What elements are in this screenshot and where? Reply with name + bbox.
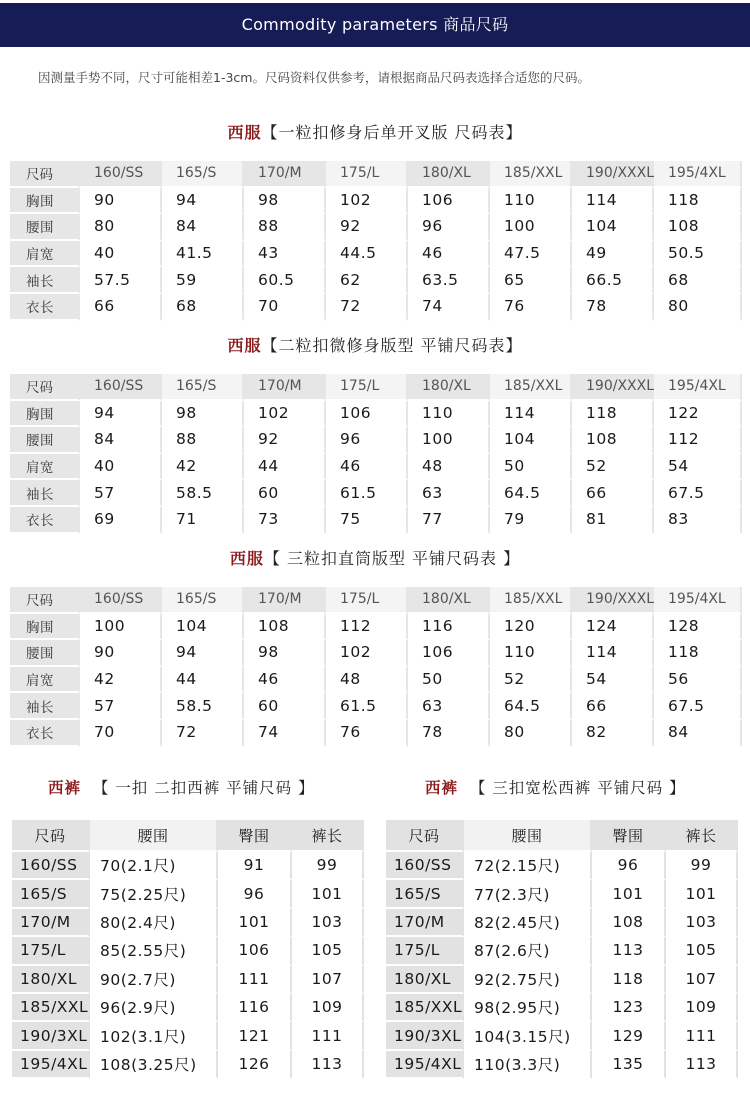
measurement-value: 118 [654, 640, 742, 667]
measurement-value: 107 [292, 966, 364, 994]
measurement-value: 100 [408, 427, 490, 454]
measurement-value: 108(3.25尺) [90, 1051, 218, 1079]
measurement-value: 98(2.95尺) [464, 994, 592, 1022]
measurement-value: 102 [326, 640, 408, 667]
measurement-value: 60.5 [244, 267, 326, 294]
measurement-value: 48 [408, 454, 490, 481]
size-column-header: 190/XXXL [572, 161, 654, 188]
measurement-value: 59 [162, 267, 244, 294]
measurement-value: 46 [244, 667, 326, 694]
size-label: 160/SS [12, 852, 90, 880]
measurement-value: 68 [654, 267, 742, 294]
table-row [10, 214, 742, 241]
measurement-value: 98 [244, 188, 326, 215]
measurement-label: 腰围 [10, 640, 80, 667]
size-column-header: 185/XXL [490, 587, 572, 614]
measurement-value: 41.5 [162, 241, 244, 268]
size-column-header: 195/4XL [654, 161, 742, 188]
measurement-value: 116 [408, 614, 490, 641]
measurement-value: 63 [408, 693, 490, 720]
measurement-value: 124 [572, 614, 654, 641]
size-label-header: 尺码 [10, 374, 80, 401]
table-row [10, 720, 742, 747]
measurement-value: 63 [408, 480, 490, 507]
measurement-value: 96 [218, 880, 292, 908]
measurement-value: 81 [572, 507, 654, 534]
measurement-value: 114 [490, 401, 572, 428]
measurement-value: 84 [80, 427, 162, 454]
measurement-value: 72(2.15尺) [464, 852, 592, 880]
table-row [12, 1022, 364, 1050]
size-label: 165/S [386, 880, 464, 908]
suit-size-table-3 [10, 587, 742, 747]
measurement-value: 66 [572, 693, 654, 720]
measurement-value: 101 [292, 880, 364, 908]
table-row [10, 693, 742, 720]
pants-column-header: 尺码 [12, 820, 90, 852]
measurement-value: 69 [80, 507, 162, 534]
suit-size-table-1 [10, 161, 742, 321]
measurement-value: 94 [162, 188, 244, 215]
measurement-value: 111 [666, 1022, 738, 1050]
pants-column-header: 腰围 [464, 820, 592, 852]
measurement-value: 107 [666, 966, 738, 994]
measurement-value: 110(3.3尺) [464, 1051, 592, 1079]
measurement-value: 106 [408, 188, 490, 215]
measurement-value: 44.5 [326, 241, 408, 268]
measurement-value: 113 [666, 1051, 738, 1079]
measurement-value: 60 [244, 480, 326, 507]
measurement-value: 54 [654, 454, 742, 481]
measurement-value: 62 [326, 267, 408, 294]
measurement-label: 肩宽 [10, 454, 80, 481]
measurement-value: 80 [490, 720, 572, 747]
measurement-value: 88 [244, 214, 326, 241]
size-column-header: 185/XXL [490, 161, 572, 188]
table-row [386, 994, 738, 1022]
measurement-value: 106 [408, 640, 490, 667]
size-column-header: 160/SS [80, 587, 162, 614]
measurement-value: 94 [162, 640, 244, 667]
measurement-value: 52 [572, 454, 654, 481]
size-column-header: 170/M [244, 587, 326, 614]
measurement-value: 80 [80, 214, 162, 241]
table-row [10, 401, 742, 428]
size-column-header: 160/SS [80, 374, 162, 401]
measurement-value: 108 [592, 909, 666, 937]
measurement-value: 84 [162, 214, 244, 241]
size-label: 170/M [12, 909, 90, 937]
measurement-value: 102 [326, 188, 408, 215]
table-row [10, 188, 742, 215]
measurement-value: 92 [244, 427, 326, 454]
measurement-label: 胸围 [10, 614, 80, 641]
suit-title-category: 西服 [229, 549, 264, 568]
measurement-label: 肩宽 [10, 241, 80, 268]
table-row [386, 880, 738, 908]
measurement-value: 135 [592, 1051, 666, 1079]
measurement-value: 44 [162, 667, 244, 694]
size-label: 195/4XL [12, 1051, 90, 1079]
measurement-value: 57 [80, 480, 162, 507]
measurement-value: 105 [666, 937, 738, 965]
pants-table-1-title [48, 776, 315, 798]
measurement-value: 76 [490, 294, 572, 321]
measurement-value: 103 [666, 909, 738, 937]
measurement-value: 122 [654, 401, 742, 428]
measurement-value: 67.5 [654, 693, 742, 720]
size-column-header: 180/XL [408, 161, 490, 188]
measurement-value: 61.5 [326, 480, 408, 507]
measurement-value: 101 [666, 880, 738, 908]
measurement-value: 99 [666, 852, 738, 880]
measurement-value: 72 [162, 720, 244, 747]
measurement-value: 56 [654, 667, 742, 694]
measurement-value: 116 [218, 994, 292, 1022]
size-column-header: 190/XXXL [572, 587, 654, 614]
table-row [10, 427, 742, 454]
table-row [10, 294, 742, 321]
table-row [12, 909, 364, 937]
measurement-value: 123 [592, 994, 666, 1022]
table-row [386, 1051, 738, 1079]
measurement-value: 70 [80, 720, 162, 747]
measurement-value: 96 [326, 427, 408, 454]
measurement-value: 79 [490, 507, 572, 534]
pants-title-category: 西裤 [425, 779, 459, 797]
table-row [386, 1022, 738, 1050]
measurement-value: 92 [326, 214, 408, 241]
measurement-value: 50.5 [654, 241, 742, 268]
suit-table-2-title [0, 333, 750, 356]
size-label: 185/XXL [386, 994, 464, 1022]
measurement-value: 80(2.4尺) [90, 909, 218, 937]
measurement-value: 120 [490, 614, 572, 641]
measurement-value: 78 [572, 294, 654, 321]
suit-table-3-title [0, 546, 750, 569]
measurement-value: 111 [218, 966, 292, 994]
measurement-value: 110 [408, 401, 490, 428]
measurement-value: 104(3.15尺) [464, 1022, 592, 1050]
measurement-value: 77(2.3尺) [464, 880, 592, 908]
size-column-header: 165/S [162, 587, 244, 614]
page-banner: Commodity parameters 商品尺码 [0, 3, 750, 47]
size-column-header: 180/XL [408, 374, 490, 401]
measurement-value: 48 [326, 667, 408, 694]
measurement-value: 68 [162, 294, 244, 321]
table-row [12, 994, 364, 1022]
measurement-value: 98 [162, 401, 244, 428]
pants-header-row [12, 820, 364, 852]
size-label: 175/L [386, 937, 464, 965]
table-row [10, 640, 742, 667]
measurement-value: 94 [80, 401, 162, 428]
measurement-value: 114 [572, 188, 654, 215]
measurement-label: 腰围 [10, 214, 80, 241]
size-label-header: 尺码 [10, 161, 80, 188]
pants-size-table-1 [12, 820, 364, 1079]
measurement-value: 87(2.6尺) [464, 937, 592, 965]
measurement-value: 74 [244, 720, 326, 747]
suit-header-row [10, 587, 742, 614]
suit-size-table-2 [10, 374, 742, 534]
measurement-value: 108 [572, 427, 654, 454]
measurement-value: 80 [654, 294, 742, 321]
measurement-value: 75(2.25尺) [90, 880, 218, 908]
size-label: 190/3XL [12, 1022, 90, 1050]
measurement-value: 110 [490, 640, 572, 667]
table-row [386, 852, 738, 880]
measurement-value: 106 [326, 401, 408, 428]
suit-title-desc: 【二粒扣微修身版型 平铺尺码表】 [261, 336, 523, 355]
table-row [386, 937, 738, 965]
measurement-value: 61.5 [326, 693, 408, 720]
size-column-header: 175/L [326, 161, 408, 188]
measurement-value: 65 [490, 267, 572, 294]
measurement-value: 42 [80, 667, 162, 694]
measurement-value: 101 [592, 880, 666, 908]
measurement-value: 108 [244, 614, 326, 641]
suit-title-category: 西服 [227, 123, 262, 142]
measurement-value: 106 [218, 937, 292, 965]
table-row [10, 507, 742, 534]
measurement-value: 75 [326, 507, 408, 534]
size-column-header: 180/XL [408, 587, 490, 614]
measurement-value: 121 [218, 1022, 292, 1050]
suit-title-category: 西服 [227, 336, 262, 355]
measurement-value: 118 [654, 188, 742, 215]
measurement-value: 108 [654, 214, 742, 241]
size-column-header: 195/4XL [654, 374, 742, 401]
size-label: 160/SS [386, 852, 464, 880]
pants-title-desc: 【 一扣 二扣西裤 平铺尺码 】 [92, 779, 315, 797]
measurement-value: 88 [162, 427, 244, 454]
measurement-value: 90 [80, 188, 162, 215]
pants-column-header: 裤长 [292, 820, 364, 852]
measurement-label: 腰围 [10, 427, 80, 454]
size-label: 170/M [386, 909, 464, 937]
measurement-value: 113 [292, 1051, 364, 1079]
measurement-value: 58.5 [162, 693, 244, 720]
size-label: 180/XL [12, 966, 90, 994]
measurement-value: 52 [490, 667, 572, 694]
pants-header-row [386, 820, 738, 852]
measurement-value: 64.5 [490, 480, 572, 507]
table-row [12, 852, 364, 880]
table-row [10, 614, 742, 641]
measurement-value: 114 [572, 640, 654, 667]
measurement-value: 47.5 [490, 241, 572, 268]
table-row [12, 1051, 364, 1079]
size-column-header: 165/S [162, 374, 244, 401]
pants-title-category: 西裤 [48, 779, 82, 797]
measurement-value: 66.5 [572, 267, 654, 294]
measurement-value: 128 [654, 614, 742, 641]
measurement-value: 54 [572, 667, 654, 694]
size-label-header: 尺码 [10, 587, 80, 614]
measurement-value: 96 [408, 214, 490, 241]
measurement-value: 78 [408, 720, 490, 747]
measurement-value: 74 [408, 294, 490, 321]
measurement-value: 104 [490, 427, 572, 454]
size-label: 165/S [12, 880, 90, 908]
measurement-value: 71 [162, 507, 244, 534]
measurement-value: 77 [408, 507, 490, 534]
measurement-value: 96 [592, 852, 666, 880]
measurement-value: 63.5 [408, 267, 490, 294]
measurement-value: 82(2.45尺) [464, 909, 592, 937]
suit-title-desc: 【 三粒扣直筒版型 平铺尺码表 】 [263, 549, 521, 568]
measurement-value: 82 [572, 720, 654, 747]
measurement-value: 129 [592, 1022, 666, 1050]
suit-table-1-title [0, 120, 750, 143]
measurement-value: 50 [408, 667, 490, 694]
table-row [10, 454, 742, 481]
pants-column-header: 尺码 [386, 820, 464, 852]
measurement-value: 66 [572, 480, 654, 507]
size-label: 190/3XL [386, 1022, 464, 1050]
measurement-label: 袖长 [10, 480, 80, 507]
measurement-value: 60 [244, 693, 326, 720]
measurement-value: 104 [572, 214, 654, 241]
measurement-value: 100 [490, 214, 572, 241]
measurement-value: 72 [326, 294, 408, 321]
suit-title-desc: 【一粒扣修身后单开叉版 尺码表】 [261, 123, 523, 142]
measurement-value: 46 [326, 454, 408, 481]
size-column-header: 175/L [326, 374, 408, 401]
measurement-value: 113 [592, 937, 666, 965]
table-row [10, 667, 742, 694]
measurement-value: 111 [292, 1022, 364, 1050]
measurement-label: 袖长 [10, 693, 80, 720]
measurement-value: 96(2.9尺) [90, 994, 218, 1022]
measurement-value: 57.5 [80, 267, 162, 294]
pants-column-header: 腰围 [90, 820, 218, 852]
measurement-value: 118 [572, 401, 654, 428]
measurement-value: 43 [244, 241, 326, 268]
size-label: 185/XXL [12, 994, 90, 1022]
measurement-value: 42 [162, 454, 244, 481]
measurement-value: 70 [244, 294, 326, 321]
size-column-header: 195/4XL [654, 587, 742, 614]
measurement-value: 67.5 [654, 480, 742, 507]
pants-column-header: 裤长 [666, 820, 738, 852]
size-column-header: 190/XXXL [572, 374, 654, 401]
size-label: 175/L [12, 937, 90, 965]
measurement-value: 102 [244, 401, 326, 428]
measurement-value: 100 [80, 614, 162, 641]
measurement-value: 109 [666, 994, 738, 1022]
measurement-value: 66 [80, 294, 162, 321]
measurement-value: 90 [80, 640, 162, 667]
measurement-value: 102(3.1尺) [90, 1022, 218, 1050]
measurement-value: 85(2.55尺) [90, 937, 218, 965]
measurement-label: 衣长 [10, 720, 80, 747]
measurement-value: 105 [292, 937, 364, 965]
measurement-label: 胸围 [10, 188, 80, 215]
measurement-label: 衣长 [10, 507, 80, 534]
measurement-label: 衣长 [10, 294, 80, 321]
measurement-value: 110 [490, 188, 572, 215]
measurement-label: 肩宽 [10, 667, 80, 694]
size-column-header: 185/XXL [490, 374, 572, 401]
measurement-value: 112 [326, 614, 408, 641]
measurement-value: 58.5 [162, 480, 244, 507]
size-disclaimer: 因测量手势不同，尺寸可能相差1-3cm。尺码资料仅供参考，请根据商品尺码表选择合适您的尺码。 [38, 70, 590, 85]
table-row [386, 909, 738, 937]
measurement-value: 83 [654, 507, 742, 534]
table-row [10, 480, 742, 507]
measurement-value: 50 [490, 454, 572, 481]
size-column-header: 175/L [326, 587, 408, 614]
measurement-value: 76 [326, 720, 408, 747]
pants-title-desc: 【 三扣宽松西裤 平铺尺码 】 [469, 779, 686, 797]
measurement-value: 57 [80, 693, 162, 720]
measurement-value: 84 [654, 720, 742, 747]
table-row [386, 966, 738, 994]
measurement-value: 40 [80, 454, 162, 481]
measurement-value: 92(2.75尺) [464, 966, 592, 994]
measurement-value: 99 [292, 852, 364, 880]
pants-column-header: 臀围 [592, 820, 666, 852]
table-row [10, 267, 742, 294]
measurement-value: 46 [408, 241, 490, 268]
pants-column-header: 臀围 [218, 820, 292, 852]
measurement-value: 112 [654, 427, 742, 454]
table-row [12, 937, 364, 965]
table-row [12, 966, 364, 994]
measurement-value: 91 [218, 852, 292, 880]
measurement-value: 103 [292, 909, 364, 937]
size-column-header: 170/M [244, 374, 326, 401]
measurement-value: 64.5 [490, 693, 572, 720]
measurement-value: 101 [218, 909, 292, 937]
table-row [12, 880, 364, 908]
size-label: 195/4XL [386, 1051, 464, 1079]
measurement-label: 袖长 [10, 267, 80, 294]
measurement-value: 109 [292, 994, 364, 1022]
pants-size-table-2 [386, 820, 738, 1079]
measurement-value: 90(2.7尺) [90, 966, 218, 994]
measurement-value: 44 [244, 454, 326, 481]
measurement-value: 118 [592, 966, 666, 994]
measurement-value: 98 [244, 640, 326, 667]
size-column-header: 160/SS [80, 161, 162, 188]
measurement-value: 104 [162, 614, 244, 641]
suit-header-row [10, 374, 742, 401]
measurement-value: 126 [218, 1051, 292, 1079]
size-column-header: 165/S [162, 161, 244, 188]
size-column-header: 170/M [244, 161, 326, 188]
table-row [10, 241, 742, 268]
size-label: 180/XL [386, 966, 464, 994]
measurement-value: 70(2.1尺) [90, 852, 218, 880]
suit-header-row [10, 161, 742, 188]
measurement-value: 40 [80, 241, 162, 268]
pants-table-2-title [425, 776, 686, 798]
measurement-value: 73 [244, 507, 326, 534]
measurement-label: 胸围 [10, 401, 80, 428]
measurement-value: 49 [572, 241, 654, 268]
